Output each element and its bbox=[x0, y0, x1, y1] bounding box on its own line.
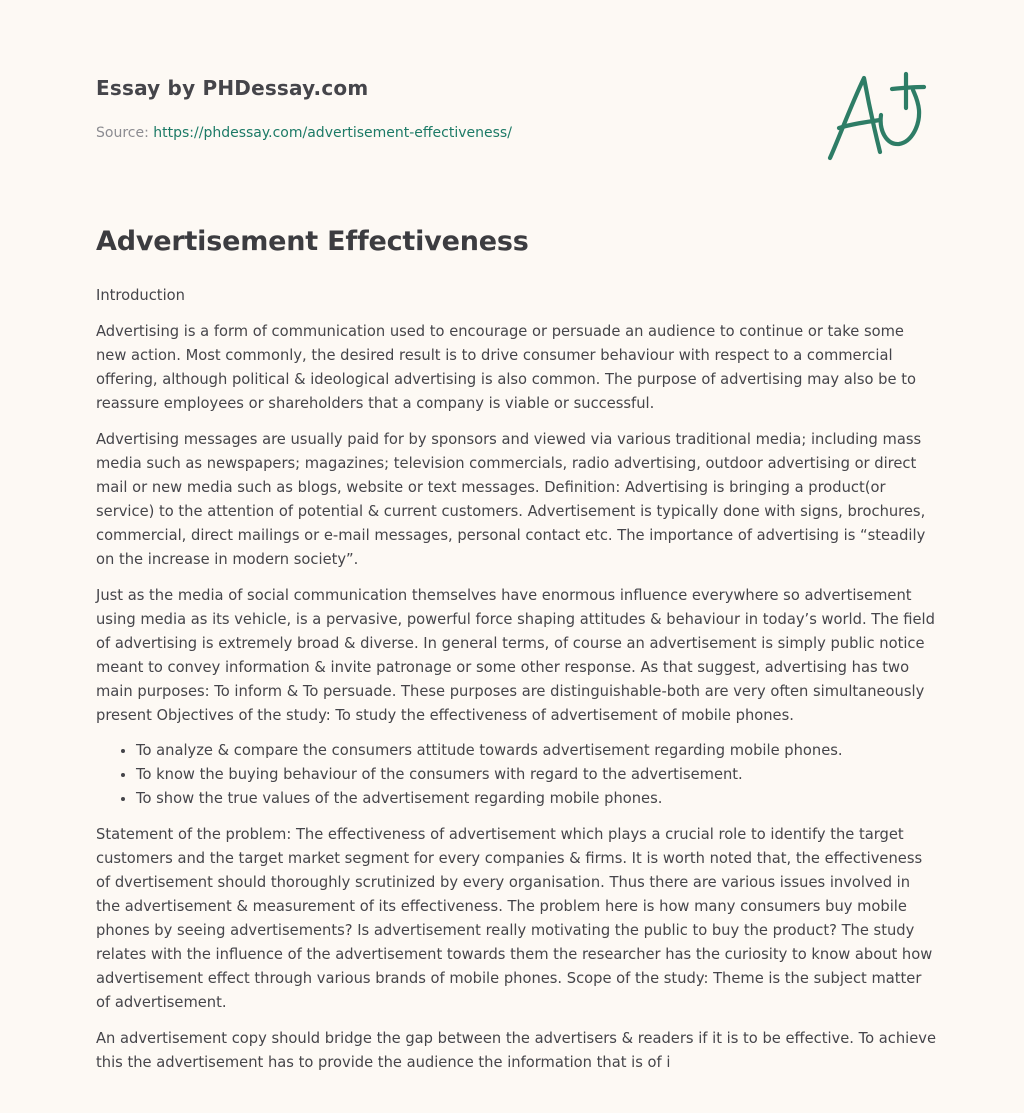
list-item: • To show the true values of the advertisement regarding mobile phones. bbox=[136, 787, 938, 811]
paragraph-advertising-definition: Advertising is a form of communication used to encourage or persuade an audience to continue or take some new action. Most commonly, the desired result is to drive consumer behaviour with respect to a commercial offering, although political & ideological advertising is also common. The purpose of advertising may also be to reassure employees or shareholders that a company is viable or successful. bbox=[96, 323, 916, 412]
paragraph-advertisement-copy: An advertisement copy should bridge the gap between the advertisers & readers if it is to be effective. To achieve this the advertisement has to provide the audience the information that is of i bbox=[96, 1030, 937, 1071]
source-line bbox=[96, 125, 512, 141]
essay-body bbox=[96, 284, 938, 1087]
source-link[interactable]: https://phdessay.com/advertisement-effectiveness/ bbox=[153, 125, 512, 141]
section-heading: Introduction bbox=[96, 287, 185, 304]
paragraph-problem-statement: Statement of the problem: The effectiveness of advertisement which plays a crucial role to identify the target customers and the target market segment for every companies & firms. It is worth noted that, the effectiveness of dvertisement should thoroughly scrutinized by every organisation. Thus there are various issues involved in the advertisement & measurement of its effectiveness. The problem here is how many consumers buy mobile phones by seeing advertisements? Is advertisement really motivating the public to buy the product? The study relates with the influence of the advertisement towards them the researcher has the curiosity to know about how advertisement effect through various brands of mobile phones. Scope of the study: Theme is the subject matter of advertisement. bbox=[96, 826, 933, 1011]
essay-header bbox=[96, 72, 936, 172]
list-item: • To know the buying behaviour of the consumers with regard to the advertisement. bbox=[136, 763, 938, 787]
essay-title: Advertisement Effectiveness bbox=[96, 226, 529, 257]
list-item: • To analyze & compare the consumers attitude towards advertisement regarding mobile phones. bbox=[136, 739, 938, 763]
source-label: Source: bbox=[96, 125, 154, 141]
a-plus-logo-icon bbox=[824, 70, 928, 166]
paragraph-media-influence: Just as the media of social communication themselves have enormous influence everywhere so advertisement using media as its vehicle, is a pervasive, powerful force shaping attitudes & behaviour in today’s world. The field of advertising is extremely broad & diverse. In general terms, of course an advertisement is simply public notice meant to convey information & invite patronage or some other response. As that suggest, advertising has two main purposes: To inform & To persuade. These purposes are distinguishable-both are very often simultaneously present Objectives of the study: To study the effectiveness of advertisement of mobile phones. bbox=[96, 587, 935, 724]
objectives-list bbox=[96, 739, 938, 811]
paragraph-advertising-media: Advertising messages are usually paid for by sponsors and viewed via various traditional media; including mass media such as newspapers; magazines; television commercials, radio advertising, outdoor advertising or direct mail or new media such as blogs, website or text messages. Definition: Advertising is bringing a product(or service) to the attention of potential & current customers. Advertisement is typically done with signs, brochures, commercial, direct mailings or e-mail messages, personal contact etc. The importance of advertising is “steadily on the increase in modern society”. bbox=[96, 431, 926, 568]
site-brand: Essay by PHDessay.com bbox=[96, 76, 369, 100]
